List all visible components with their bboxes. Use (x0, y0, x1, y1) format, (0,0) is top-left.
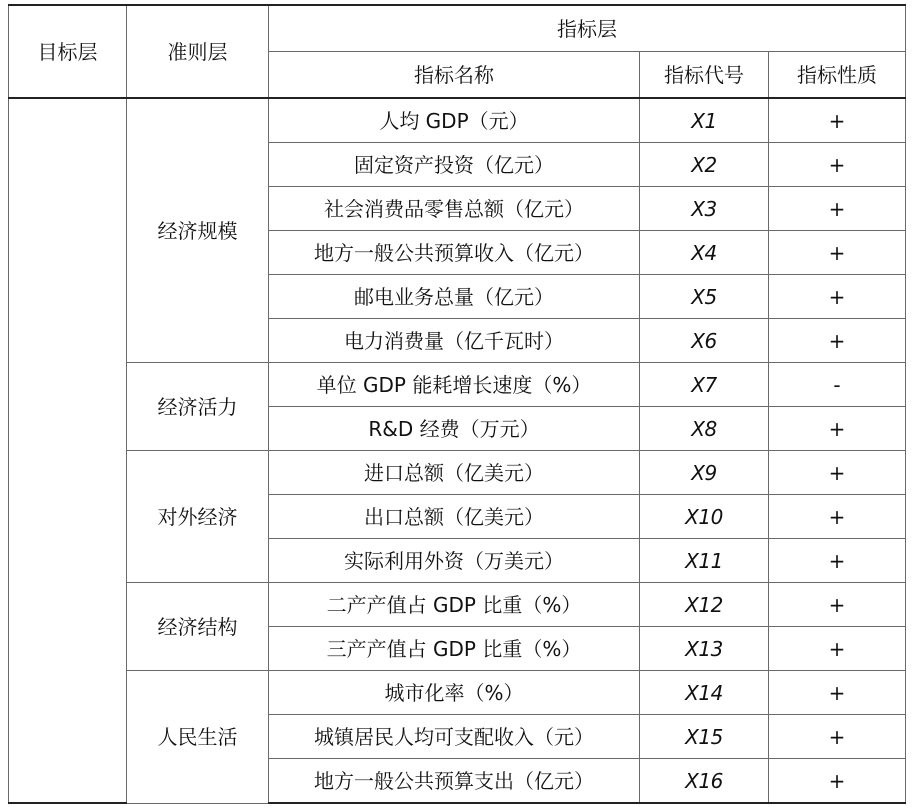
indicator-code-cell: X9 (640, 451, 769, 495)
indicator-property-cell: + (769, 583, 906, 627)
table-row (9, 583, 906, 627)
indicator-name-cell: 城镇居民人均可支配收入（元） (269, 715, 640, 759)
indicator-code-cell: X4 (640, 231, 769, 275)
indicator-name-cell: 进口总额（亿美元） (269, 451, 640, 495)
indicator-name-cell: 单位 GDP 能耗增长速度（%） (269, 363, 640, 407)
indicator-property-cell: + (769, 627, 906, 671)
indicator-property-cell: + (769, 451, 906, 495)
indicator-property-cell: + (769, 231, 906, 275)
indicator-property-cell: + (769, 759, 906, 804)
indicator-code-cell: X10 (640, 495, 769, 539)
indicator-name-cell: 地方一般公共预算支出（亿元） (269, 759, 640, 804)
header-goal-layer: 目标层 (9, 5, 127, 98)
indicator-name-cell: 实际利用外资（万美元） (269, 539, 640, 583)
indicator-code-cell: X3 (640, 187, 769, 231)
indicator-system-table (8, 4, 906, 804)
indicator-code-cell: X12 (640, 583, 769, 627)
indicator-property-cell: - (769, 363, 906, 407)
indicator-name-cell: 三产产值占 GDP 比重（%） (269, 627, 640, 671)
indicator-code-cell: X5 (640, 275, 769, 319)
indicator-property-cell: + (769, 407, 906, 451)
indicator-property-cell: + (769, 98, 906, 143)
indicator-name-cell: 社会消费品零售总额（亿元） (269, 187, 640, 231)
table-body (9, 98, 906, 803)
table-row (9, 671, 906, 715)
indicator-name-cell: 人均 GDP（元） (269, 98, 640, 143)
indicator-code-cell: X2 (640, 143, 769, 187)
indicator-code-cell: X14 (640, 671, 769, 715)
criterion-cell: 经济结构 (127, 583, 269, 671)
indicator-code-cell: X13 (640, 627, 769, 671)
header-indicator-code: 指标代号 (640, 52, 769, 99)
indicator-property-cell: + (769, 495, 906, 539)
indicator-property-cell: + (769, 275, 906, 319)
table-row (9, 363, 906, 407)
indicator-name-cell: 出口总额（亿美元） (269, 495, 640, 539)
criterion-cell: 经济规模 (127, 98, 269, 363)
criterion-cell: 经济活力 (127, 363, 269, 451)
indicator-code-cell: X7 (640, 363, 769, 407)
table-row (9, 451, 906, 495)
goal-layer-cell (9, 98, 127, 803)
criterion-cell: 对外经济 (127, 451, 269, 583)
indicator-code-cell: X6 (640, 319, 769, 363)
indicator-code-cell: X16 (640, 759, 769, 804)
header-indicator-property: 指标性质 (769, 52, 906, 99)
header-row-1 (9, 5, 906, 52)
indicator-code-cell: X11 (640, 539, 769, 583)
indicator-code-cell: X8 (640, 407, 769, 451)
indicator-code-cell: X1 (640, 98, 769, 143)
indicator-name-cell: 电力消费量（亿千瓦时） (269, 319, 640, 363)
indicator-name-cell: 固定资产投资（亿元） (269, 143, 640, 187)
table-row (9, 98, 906, 143)
criterion-cell: 人民生活 (127, 671, 269, 804)
header-criterion-layer: 准则层 (127, 5, 269, 98)
indicator-name-cell: 邮电业务总量（亿元） (269, 275, 640, 319)
indicator-name-cell: 地方一般公共预算收入（亿元） (269, 231, 640, 275)
indicator-name-cell: R&D 经费（万元） (269, 407, 640, 451)
indicator-name-cell: 城市化率（%） (269, 671, 640, 715)
indicator-property-cell: + (769, 539, 906, 583)
indicator-property-cell: + (769, 187, 906, 231)
indicator-code-cell: X15 (640, 715, 769, 759)
indicator-name-cell: 二产产值占 GDP 比重（%） (269, 583, 640, 627)
indicator-property-cell: + (769, 319, 906, 363)
header-indicator-layer: 指标层 (269, 5, 906, 52)
indicator-property-cell: + (769, 715, 906, 759)
indicator-property-cell: + (769, 143, 906, 187)
header-indicator-name: 指标名称 (269, 52, 640, 99)
indicator-property-cell: + (769, 671, 906, 715)
